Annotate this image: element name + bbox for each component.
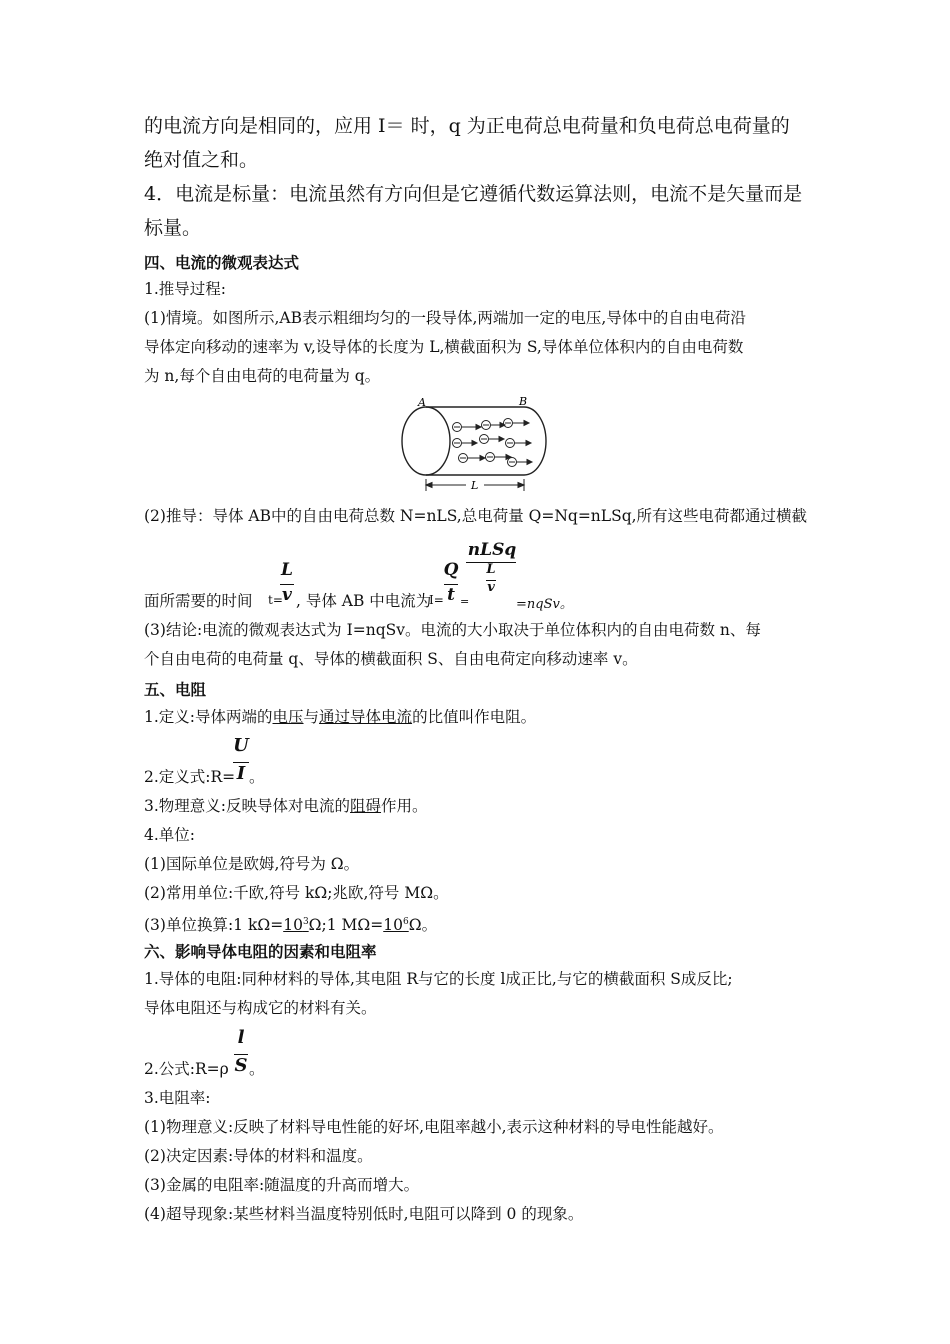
- resistivity-2: (2)决定因素:导体的材料和温度。: [144, 1147, 373, 1165]
- frac-r-den: I: [236, 763, 246, 784]
- unit3-exp-1: 3: [302, 917, 309, 927]
- sec4-p3-line2b: , 导体 AB 中电流为: [296, 592, 432, 610]
- t-equals: t=: [268, 593, 283, 607]
- intro-line-1: 的电流方向是相同的，应用 I＝ 时，q 为正电荷总电荷量和负电荷总电荷量的: [144, 115, 790, 137]
- def-text-c: 的比值叫作电阻。: [412, 708, 537, 726]
- intro-line-2: 绝对值之和。: [144, 149, 259, 171]
- meaning-text-a: 3.物理意义:反映导体对电流的: [144, 797, 351, 815]
- frac-t-den: v: [282, 585, 292, 605]
- sec4-p2-line1: (1)情境。如图所示,AB表示粗细均匀的一段导体,两端加一定的电压,导体中的自由电荷沿: [144, 309, 746, 327]
- sec4-p4-line1: (3)结论:电流的微观表达式为 I=nqSv。电流的大小取决于单位体积内的自由电荷数 n、每: [144, 621, 761, 639]
- conductor-figure: [396, 395, 556, 495]
- current-result: =nqSv。: [516, 597, 573, 612]
- frac-r-num: U: [233, 735, 249, 756]
- section-4-heading: 四、电流的微观表达式: [144, 254, 300, 272]
- unit3-base-2: 10: [383, 916, 403, 934]
- sec4-p2-line2: 导体定向移动的速率为 v,设导体的长度为 L,横截面积为 S,导体单位体积内的自由电荷数: [144, 338, 744, 356]
- frac-big-inner-num: L: [486, 562, 496, 577]
- def-text-b: 与: [303, 708, 320, 726]
- sec6-p1-line1: 1.导体的电阻:同种材料的导体,其电阻 R与它的长度 l成正比,与它的横截面积 S成反比;: [144, 970, 733, 988]
- resistivity-3: (3)金属的电阻率:随温度的升高而增大。: [144, 1176, 420, 1194]
- resistance-formula-end: 。: [249, 768, 265, 786]
- section-5-heading: 五、电阻: [144, 681, 207, 699]
- unit-1: (1)国际单位是欧姆,符号为 Ω。: [144, 855, 360, 873]
- resistivity-heading: 3.电阻率:: [144, 1089, 211, 1107]
- resistance-definition: [144, 703, 536, 732]
- item4-line-2: 标量。: [144, 217, 202, 239]
- label-l: L: [471, 479, 479, 492]
- meaning-underline: 阻碍: [350, 797, 382, 815]
- unit3-mega-value: [383, 916, 408, 934]
- sec4-p2-line3: 为 n,每个自由电荷的电荷量为 q。: [144, 367, 381, 385]
- sec4-p3-line2a: 面所需要的时间: [144, 592, 253, 610]
- frac-t-num: L: [281, 560, 293, 580]
- unit-3: [144, 908, 437, 940]
- frac-i-num: Q: [443, 560, 459, 580]
- equals-sign: =: [460, 595, 470, 608]
- label-b: B: [519, 395, 528, 408]
- resistivity-formula-text: 2.公式:R=ρ: [144, 1060, 229, 1078]
- def-text-a: 1.定义:导体两端的: [144, 708, 273, 726]
- meaning-text-b: 作用。: [381, 797, 428, 815]
- i-equals: I=: [429, 593, 444, 607]
- item4-line-1: 4．电流是标量：电流虽然有方向但是它遵循代数运算法则，电流不是矢量而是: [144, 183, 803, 205]
- unit3-base-1: 10: [283, 916, 303, 934]
- frac-big-inner-den: v: [487, 580, 495, 595]
- frac-rho-den: S: [234, 1055, 248, 1076]
- resistance-formula-text: 2.定义式:R=: [144, 768, 236, 786]
- sec4-p4-line2: 个自由电荷的电荷量 q、导体的横截面积 S、自由电荷定向移动速率 v。: [144, 650, 638, 668]
- unit3-kilo-value: [283, 916, 308, 934]
- label-a: A: [418, 396, 426, 409]
- sec4-p1: 1.推导过程:: [144, 280, 227, 298]
- sec4-p3-line1: (2)推导：导体 AB中的自由电荷总数 N=nLS,总电荷量 Q=Nq=nLSq,所有这些电荷都通过横截: [144, 507, 808, 525]
- unit3-text-c: Ω。: [408, 916, 438, 934]
- frac-big-num: nLSq: [467, 540, 517, 560]
- unit3-exp-2: 6: [402, 917, 409, 927]
- section-6-heading: 六、影响导体电阻的因素和电阻率: [144, 943, 377, 961]
- unit3-text-a: (3)单位换算:1 kΩ=: [144, 916, 284, 934]
- resistivity-1: (1)物理意义:反映了材料导电性能的好坏,电阻率越小,表示这种材料的导电性能越好。: [144, 1118, 724, 1136]
- physical-meaning: [144, 792, 428, 821]
- unit3-text-b: Ω;1 MΩ=: [308, 916, 384, 934]
- frac-rho-num: l: [237, 1027, 245, 1048]
- def-underline-current: 通过导体电流: [319, 708, 413, 726]
- frac-i-den: t: [447, 585, 455, 605]
- resistivity-formula-end: 。: [249, 1060, 265, 1078]
- unit-heading: 4.单位:: [144, 826, 196, 844]
- def-underline-voltage: 电压: [272, 708, 304, 726]
- unit-2: (2)常用单位:千欧,符号 kΩ;兆欧,符号 MΩ。: [144, 884, 449, 902]
- resistivity-4: (4)超导现象:某些材料当温度特别低时,电阻可以降到 0 的现象。: [144, 1205, 584, 1223]
- sec6-p1-line2: 导体电阻还与构成它的材料有关。: [144, 999, 377, 1017]
